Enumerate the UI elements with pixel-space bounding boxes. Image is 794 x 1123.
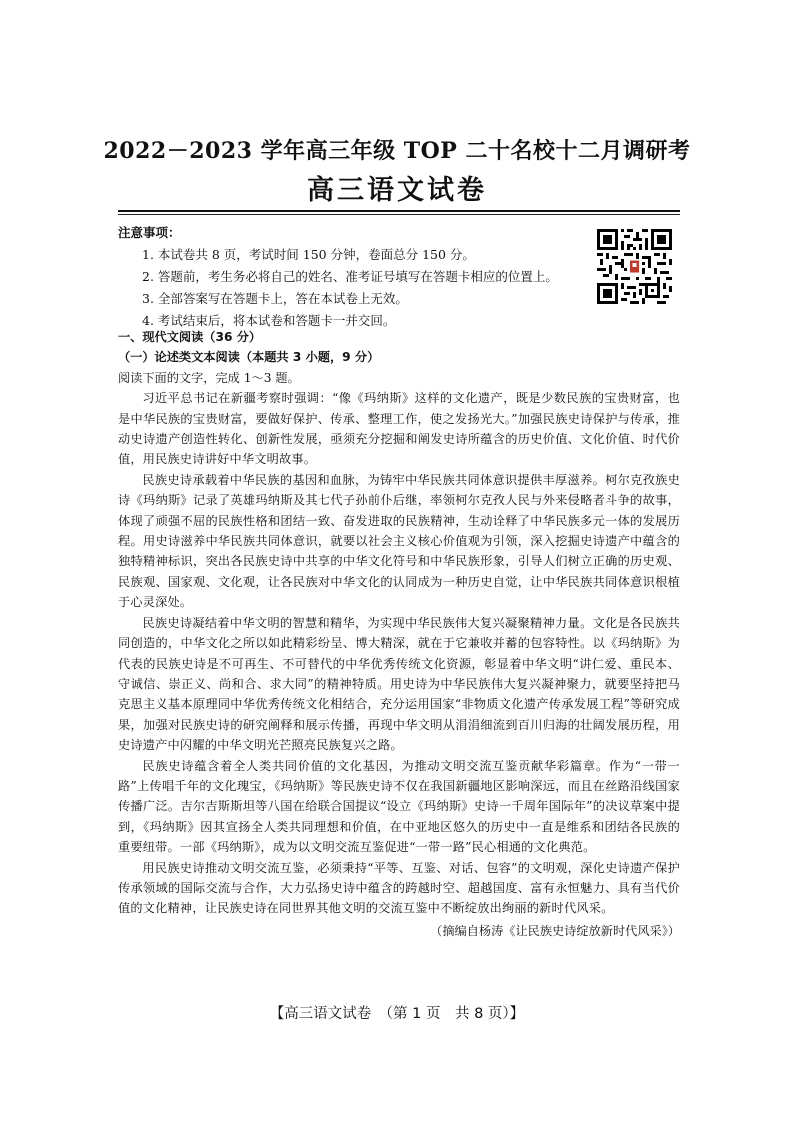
exam-title-line2: 高三语文试卷 [307, 175, 487, 206]
article-paragraph: 民族史诗承载着中华民族的基因和血脉，为铸牢中华民族共同体意识提供丰厚滋养。柯尔克孜族史诗《玛纳斯》记录了英雄玛纳斯及其七代子孙前仆后继，率领柯尔克孜人民与外来侵略者斗争的故事，体现了顽强不屈的民族性格和团结一致、奋发进取的民族精神，生动诠释了中华民族多元一体的发展历程。用史诗滋养中华民族共同体意识，就要以社会主义核心价值观为引领，深入挖掘史诗遗产中蕴含的独特精神标识，突出各民族史诗中共享的中华文化符号和中华民族形象，引导人们树立正确的历史观、民族观、国家观、文化观，让各民族对中华文化的认同成为一种历史自觉，让中华民族共同体意识根植于心灵深处。 [118, 472, 680, 610]
article-paragraph: 习近平总书记在新疆考察时强调：“像《玛纳斯》这样的文化遗产，既是少数民族的宝贵财富，也是中华民族的宝贵财富，要做好保护、传承、整理工作，使之发扬光大。”加强民族史诗保护与传承，推动史诗遗产创造性转化、创新性发展，亟须充分挖掘和阐发史诗所蕴含的历史价值、文化价值、时代价值，用民族史诗讲好中华文明故事。 [118, 391, 680, 467]
exam-title-line1: 2022－2023 学年高三年级 TOP 二十名校十二月调研考 [103, 138, 691, 164]
notes-item: 1. 本试卷共 8 页，考试时间 150 分钟，卷面总分 150 分。 [142, 247, 475, 262]
section-subheading: （一）论述类文本阅读（本题共 3 小题，9 分） [118, 350, 380, 365]
notes-heading: 注意事项： [118, 225, 181, 240]
qr-code-icon [597, 229, 672, 304]
notes-item: 2. 答题前，考生务必将自己的姓名、准考证号填写在答题卡相应的位置上。 [142, 269, 558, 284]
article-paragraph: 民族史诗蕴含着全人类共同价值的文化基因，为推动文明交流互鉴贡献华彩篇章。作为“一带一路”上传唱千年的文化瑰宝，《玛纳斯》等民族史诗不仅在我国新疆地区影响深远，而且在丝路沿线国家传播广泛。吉尔吉斯斯坦等八国在给联合国提议“设立《玛纳斯》史诗一千周年国际年”的决议草案中提到，《玛纳斯》因其宣扬全人类共同理想和价值，在中亚地区悠久的历史中一直是维系和团结各民族的重要纽带。一部《玛纳斯》，成为以文明交流互鉴促进“一带一路”民心相通的文化典范。 [118, 758, 680, 855]
notes-item: 4. 考试结束后，将本试卷和答题卡一并交回。 [142, 313, 396, 328]
page-footer: 【高三语文试卷 （第 1 页 共 8 页）】 [269, 1006, 525, 1022]
header-divider-thick [118, 210, 680, 212]
notes-block [118, 222, 588, 332]
article-source: （摘编自杨涛《让民族史诗绽放新时代风采》） [430, 923, 680, 938]
article-paragraph: 用民族史诗推动文明交流互鉴，必须秉持“平等、互鉴、对话、包容”的文明观，深化史诗遗产保护传承领域的国际交流与合作，大力弘扬史诗中蕴含的跨越时空、超越国度、富有永恒魅力、具有当代价值的文化精神，让民族史诗在同世界其他文明的交流互鉴中不断绽放出绚丽的新时代风采。 [118, 860, 680, 916]
section-heading: 一、现代文阅读（36 分） [118, 330, 262, 344]
reading-instruction: 阅读下面的文字，完成 1～3 题。 [118, 370, 300, 385]
reading-section [118, 327, 680, 941]
header-divider-thin [118, 214, 680, 215]
article-paragraph: 民族史诗凝结着中华文明的智慧和精华，为实现中华民族伟大复兴凝聚精神力量。文化是各民族共同创造的，中华文化之所以如此精彩纷呈、博大精深，就在于它兼收并蓄的包容特性。以《玛纳斯》为代表的民族史诗是不可再生、不可替代的中华优秀传统文化资源，彰显着中华文明“讲仁爱、重民本、守诚信、崇正义、尚和合、求大同”的精神特质。用史诗为中华民族伟大复兴凝神聚力，就要坚持把马克思主义基本原理同中华优秀传统文化相结合，充分运用国家“非物质文化遗产传承发展工程”等研究成果，加强对民族史诗的研究阐释和展示传播，再现中华文明从涓涓细流到百川归海的壮阔发展历程，用史诗遗产中闪耀的中华文明光芒照亮民族复兴之路。 [118, 615, 680, 753]
notes-item: 3. 全部答案写在答题卡上，答在本试卷上无效。 [142, 291, 408, 306]
